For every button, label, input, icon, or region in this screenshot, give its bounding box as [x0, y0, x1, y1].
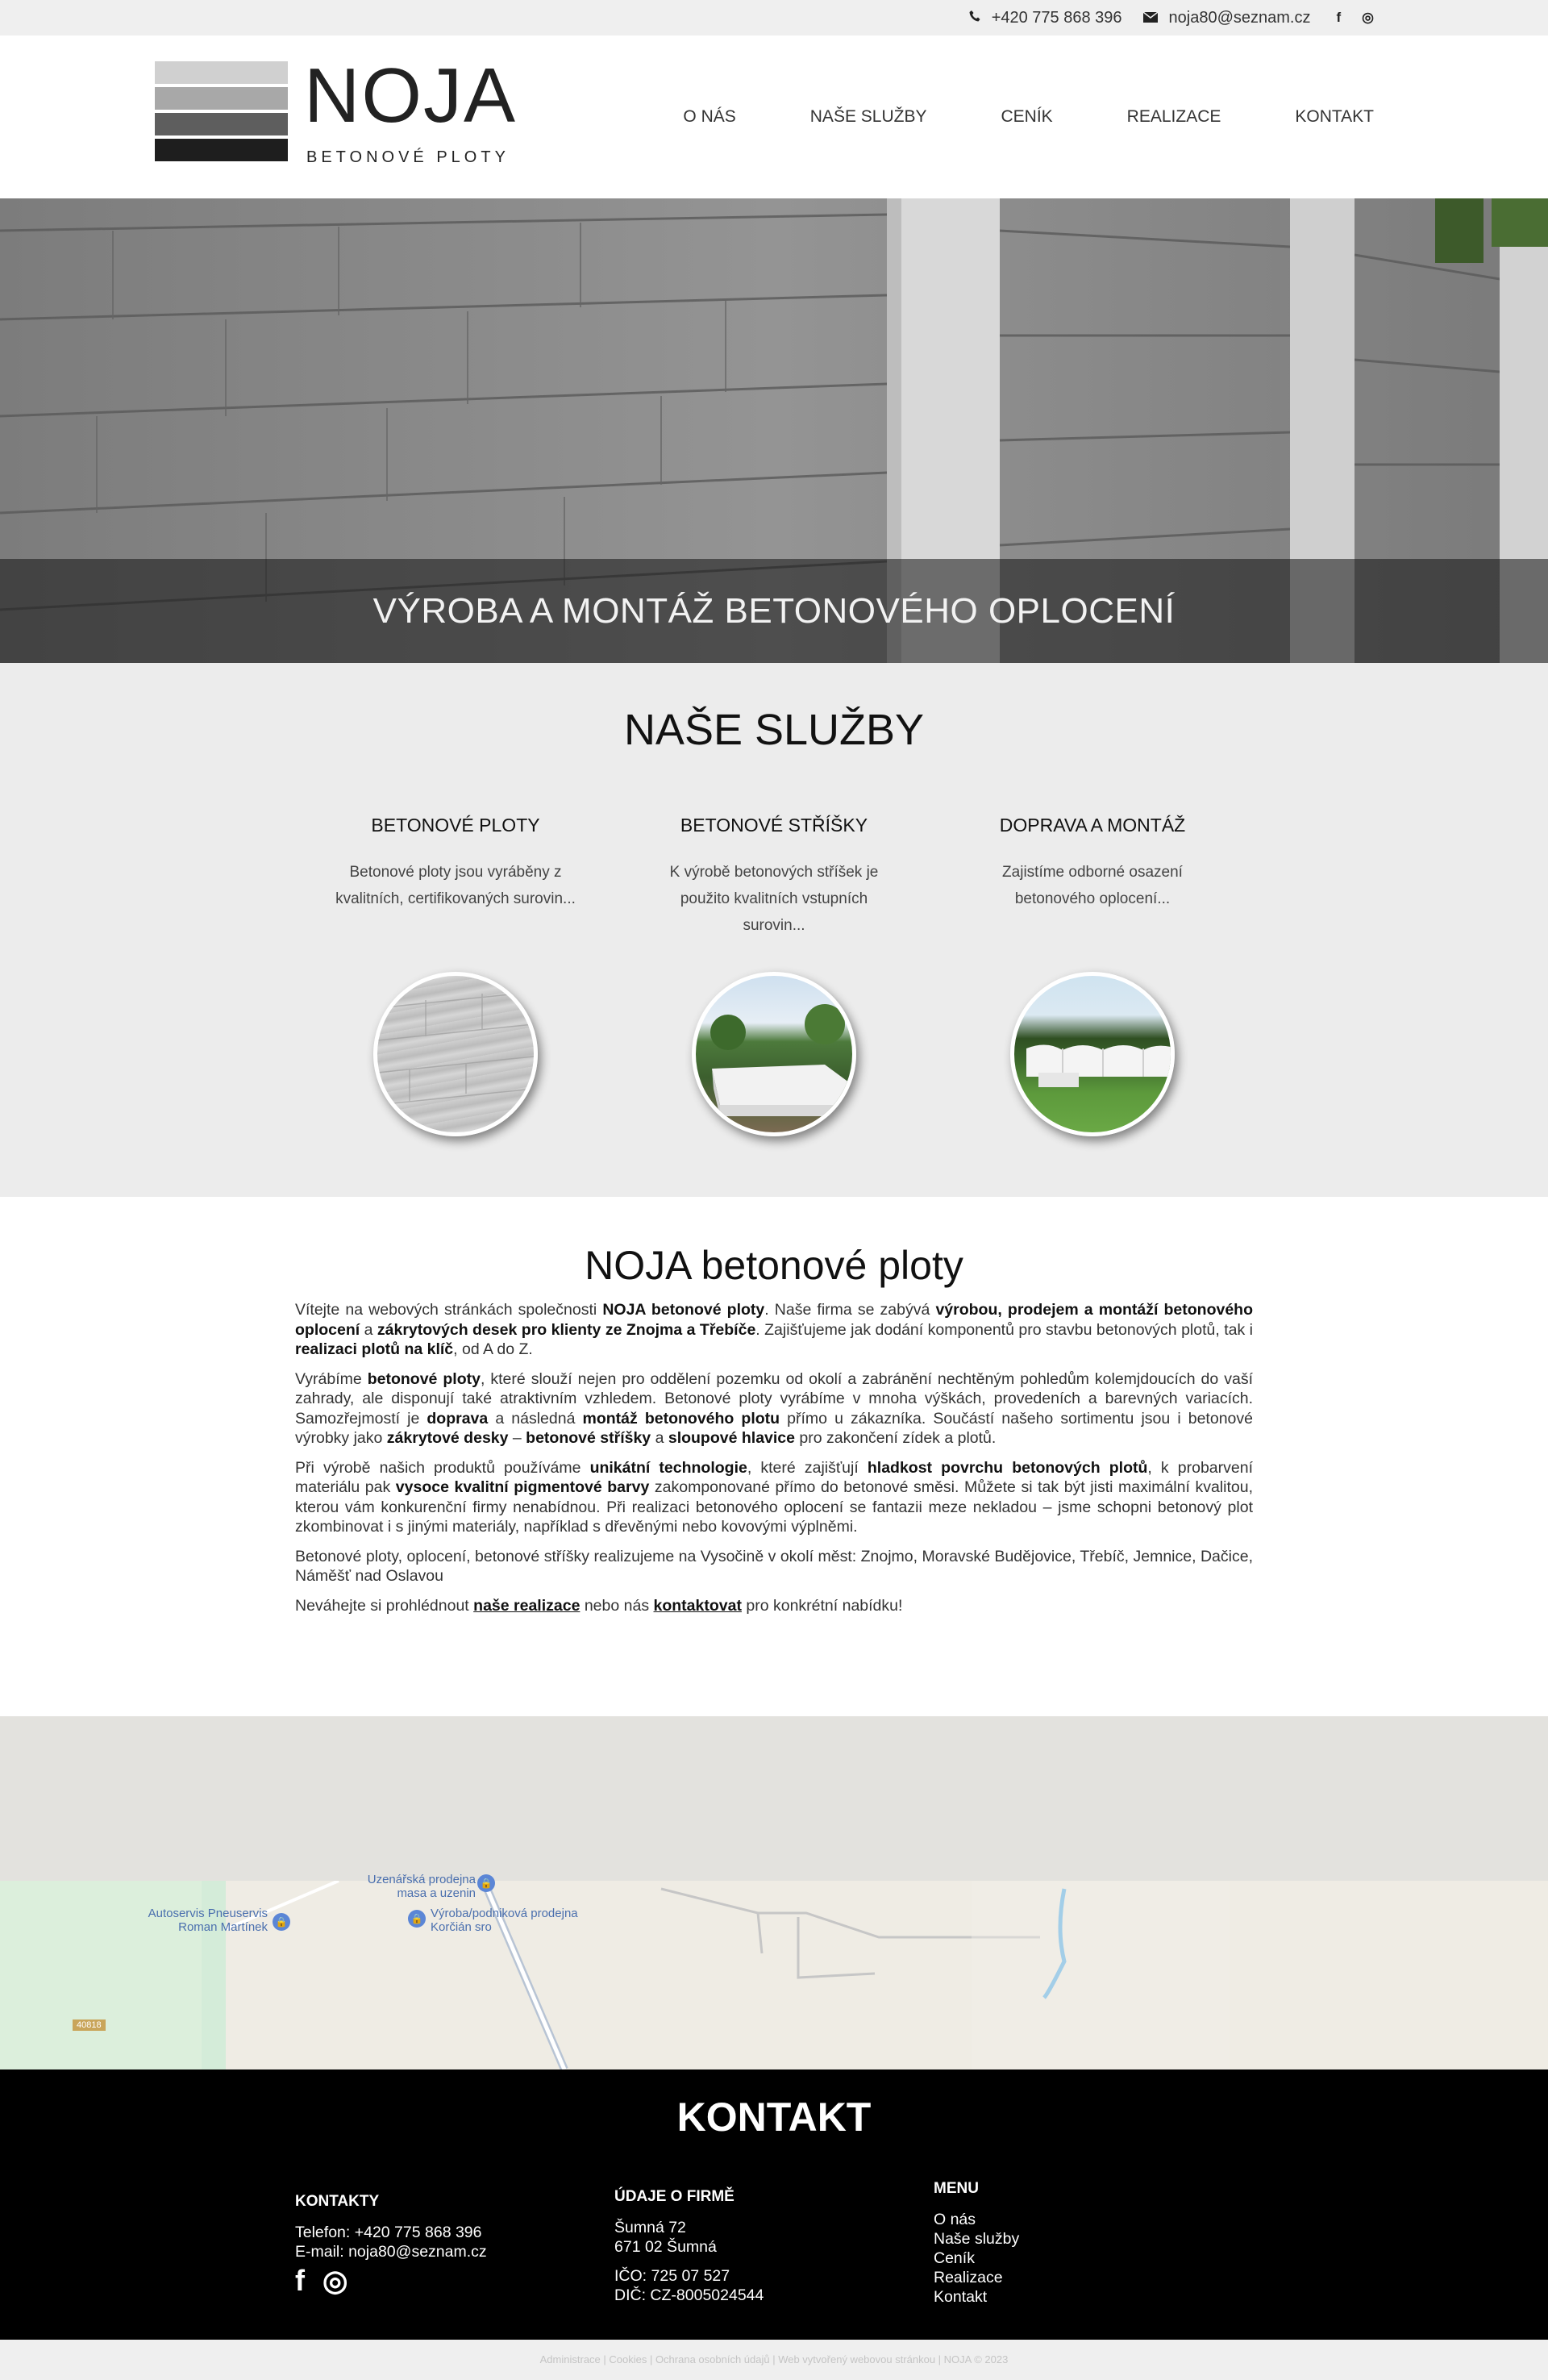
nav-item-o-nas[interactable]: O NÁS — [683, 107, 736, 126]
logo-bar — [155, 139, 288, 161]
footer-menu-item-cenik[interactable]: Ceník — [934, 2249, 975, 2267]
service-text: Zajistíme odborné osazení betonového oplocení... — [1002, 864, 1183, 907]
map-tiles — [0, 1873, 1548, 2069]
about-paragraph: Betonové ploty, oplocení, betonové stříšky realizujeme na Vysočině v okolí měst: Znojmo, Moravské Budějovice, Třebíč, Jemnice, Dačice, Náměšť nad Oslavou — [295, 1547, 1253, 1585]
footer-menu — [934, 2179, 1019, 2307]
footer-street: Šumná 72 — [614, 2219, 686, 2236]
service-title: BETONOVÉ STŘÍŠKY — [680, 815, 868, 836]
hero-title: VÝROBA A MONTÁŽ BETONOVÉHO OPLOCENÍ — [372, 591, 1176, 631]
footer-ico: IČO: 725 07 527 — [614, 2267, 730, 2285]
nav-item-realizace[interactable]: REALIZACE — [1126, 107, 1221, 126]
logo-name: NOJA — [304, 52, 518, 139]
top-email-text: noja80@seznam.cz — [1168, 8, 1311, 27]
map-road-number: 40818 — [73, 2019, 106, 2031]
map-label[interactable]: Autoservis Pneuservis Roman Martínek — [148, 1907, 268, 1934]
nav-item-kontakt[interactable]: KONTAKT — [1295, 107, 1374, 126]
services-section — [0, 663, 1548, 1197]
footer-menu-item-realizace[interactable]: Realizace — [934, 2269, 1003, 2286]
roof-caps-icon — [696, 976, 852, 1132]
logo-bars-icon — [155, 61, 288, 165]
footer-phone[interactable]: Telefon: +420 775 868 396 — [295, 2224, 482, 2241]
link-kontaktovat[interactable]: kontaktovat — [653, 1596, 742, 1615]
map-pin-icon[interactable]: 🔒 — [477, 1874, 495, 1892]
hero-banner — [0, 198, 1548, 663]
service-text: K výrobě betonových stříšek je použito kvalitních vstupních surovin... — [669, 864, 879, 934]
top-bar — [0, 0, 1548, 35]
service-title: BETONOVÉ PLOTY — [371, 815, 540, 836]
footer-email[interactable]: E-mail: noja80@seznam.cz — [295, 2243, 487, 2261]
map-label[interactable]: Uzenářská prodejna masa a uzenin — [367, 1873, 476, 1900]
logo-subtitle: BETONOVÉ PLOTY — [306, 148, 510, 166]
about-paragraph: Při výrobě našich produktů používáme unikátní technologie, které zajišťují hladkost povrchu betonových plotů, k probarvení materiálu pak vysoce kvalitní pigmentové barvy zakomponované přímo do betonové směsi. Můžete si tak být jisti maximální kvalitou, kterou vám konkurenční firmy nenabídnou. Při realizaci betonového oplocení se fantazii meze nekladou – jsme schopni betonový plot zkombinovat i s jinými materiály, například s dřevěnými nebo kovovými výplněmi. — [295, 1458, 1254, 1536]
service-card-doprava-montaz[interactable] — [968, 815, 1217, 1136]
top-social — [1336, 10, 1374, 26]
service-image-installation[interactable] — [1010, 972, 1175, 1136]
footer-social — [295, 2264, 487, 2297]
logo-bar — [155, 61, 288, 84]
footer-contacts-heading: KONTAKTY — [295, 2193, 380, 2210]
footer — [0, 2069, 1548, 2340]
installation-fence-icon — [1014, 976, 1171, 1132]
about-section — [0, 1197, 1548, 1716]
service-card-betonove-ploty[interactable] — [331, 815, 580, 1136]
nav-item-cenik[interactable]: CENÍK — [1001, 107, 1053, 126]
top-phone[interactable] — [969, 9, 1122, 27]
service-title: DOPRAVA A MONTÁŽ — [999, 815, 1186, 836]
footer-company-heading: ÚDAJE O FIRMĚ — [614, 2188, 734, 2205]
header — [0, 35, 1548, 198]
nav-item-nase-sluzby[interactable]: NAŠE SLUŽBY — [809, 107, 927, 126]
top-bar-contacts — [969, 0, 1374, 35]
footer-menu-item-nase-sluzby[interactable]: Naše služby — [934, 2230, 1020, 2248]
footer-dic: DIČ: CZ-8005024544 — [614, 2286, 764, 2304]
footer-contacts — [295, 2192, 487, 2297]
map-embed[interactable] — [0, 1716, 1548, 2069]
logo-bar — [155, 113, 288, 135]
logo-bar — [155, 87, 288, 110]
service-card-betonove-strisky[interactable] — [649, 815, 899, 1136]
bottom-bar[interactable]: Administrace | Cookies | Ochrana osobních údajů | Web vytvořený webovou stránkou | NOJA © 2023 — [0, 2340, 1548, 2380]
map-label[interactable]: Výroba/podniková prodejna Korčián sro — [431, 1907, 578, 1934]
service-image-fence[interactable] — [373, 972, 538, 1136]
facebook-icon[interactable]: f — [1336, 10, 1342, 25]
top-email[interactable] — [1143, 9, 1311, 27]
about-paragraph: Vyrábíme betonové ploty, které slouží nejen pro oddělení pozemku od okolí a zabránění nechtěným pohledům kolemjdoucích do vaší zahrady, ale disponují také atraktivním vzhledem. Betonové ploty vyrábíme v mnoha výškách, provedeních a barevných variacích. Samozřejmostí je doprava a následná montáž betonového plotu přímo u zákazníka. Součástí našeho sortimentu jsou i betonové výrobky jako zákrytové desky – betonové stříšky a sloupové hlavice pro zakončení zídek a plotů. — [295, 1369, 1253, 1447]
footer-city: 671 02 Šumná — [614, 2238, 717, 2256]
instagram-icon[interactable]: ◎ — [322, 2264, 348, 2297]
main-nav — [646, 35, 1374, 198]
map-pin-icon[interactable]: 🔒 — [273, 1913, 290, 1931]
service-text: Betonové ploty jsou vyráběny z kvalitních, certifikovaných surovin... — [335, 864, 576, 907]
about-paragraph: Vítejte na webových stránkách společnosti NOJA betonové ploty. Naše firma se zabývá výrobou, prodejem a montáží betonového oplocení a zákrytových desek pro klienty ze Znojma a Třebíče. Zajišťujeme jak dodání komponentů pro stavbu betonových plotů, tak i realizaci plotů na klíč, od A do Z. — [295, 1301, 1254, 1358]
footer-company — [614, 2187, 764, 2305]
service-image-roof-caps[interactable] — [692, 972, 856, 1136]
instagram-icon[interactable]: ◎ — [1362, 10, 1374, 25]
about-paragraph: Neváhejte si prohlédnout naše realizace nebo nás kontaktovat pro konkrétní nabídku! — [295, 1596, 903, 1615]
top-phone-text: +420 775 868 396 — [991, 8, 1122, 27]
about-body — [295, 1300, 1253, 1625]
footer-menu-item-kontakt[interactable]: Kontakt — [934, 2288, 988, 2306]
logo[interactable] — [155, 52, 518, 174]
link-nase-realizace[interactable]: naše realizace — [473, 1596, 580, 1615]
footer-menu-heading: MENU — [934, 2180, 979, 2197]
services-title: NAŠE SLUŽBY — [623, 706, 925, 754]
map-pin-icon[interactable]: 🔒 — [408, 1910, 426, 1928]
facebook-icon[interactable]: f — [295, 2264, 305, 2297]
footer-menu-item-o-nas[interactable]: O nás — [934, 2211, 976, 2228]
mail-icon — [1143, 9, 1158, 27]
about-title: NOJA betonové ploty — [585, 1243, 963, 1288]
phone-icon — [969, 9, 980, 27]
footer-title: KONTAKT — [676, 2094, 872, 2140]
map-overlay-area — [0, 1716, 1548, 1881]
fence-texture-icon — [377, 976, 534, 1132]
